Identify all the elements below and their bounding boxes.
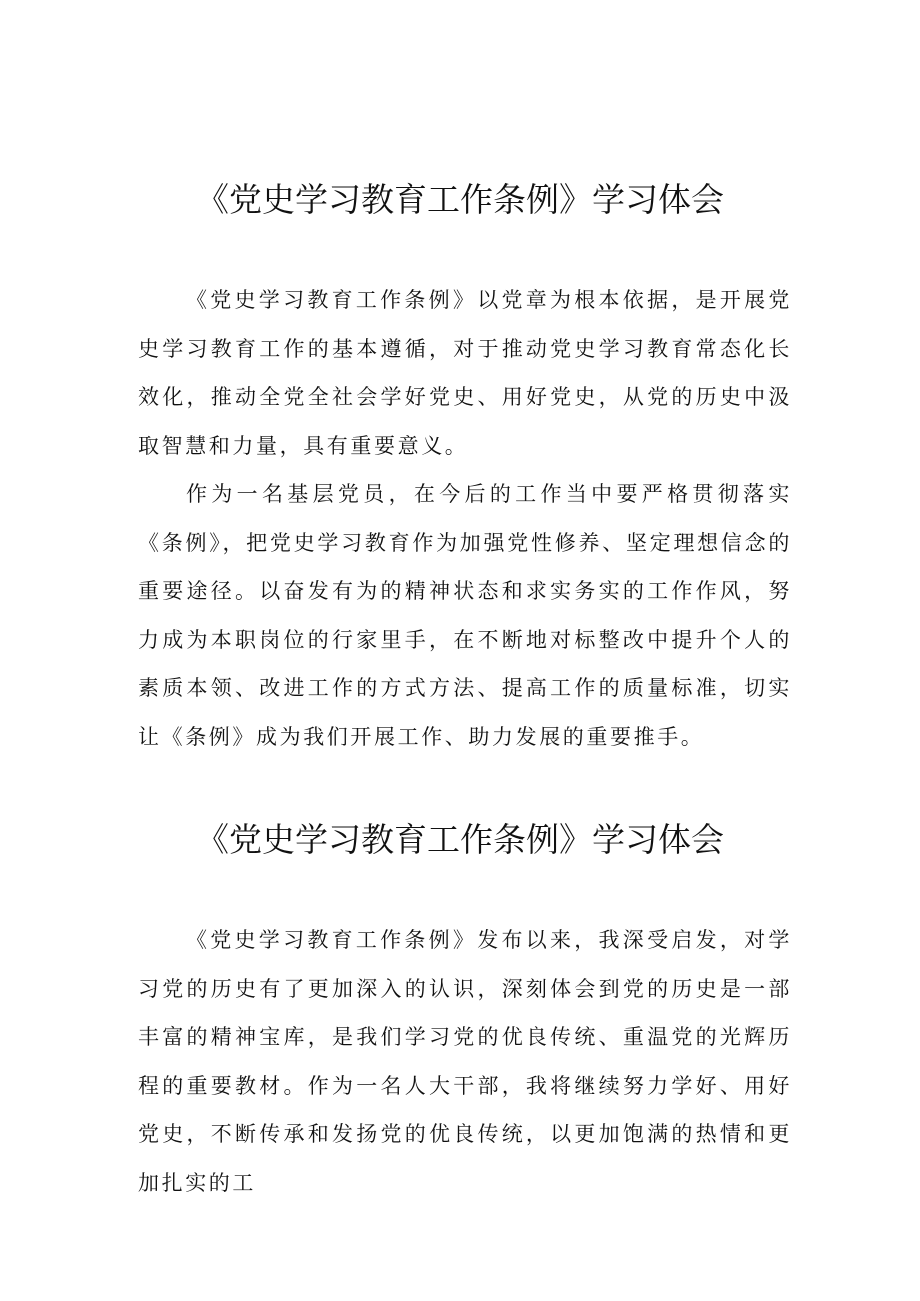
section-2-title: 《党史学习教育工作条例》学习体会 (196, 820, 724, 859)
section-1-body (138, 276, 792, 761)
section-1-paragraph-1: 《党史学习教育工作条例》以党章为根本依据，是开展党史学习教育工作的基本遵循，对于推动党史学习教育常态化长效化，推动全党全社会学好党史、用好党史，从党的历史中汲取智慧和力量，具有重要意义。 (138, 288, 792, 458)
section-2-paragraph-1: 《党史学习教育工作条例》发布以来，我深受启发，对学习党的历史有了更加深入的认识，深刻体会到党的历史是一部丰富的精神宝库，是我们学习党的优良传统、重温党的光辉历程的重要教材。作为一名人大干部，我将继续努力学好、用好党史，不断传承和发扬党的优良传统，以更加饱满的热情和更加扎实的工 (138, 928, 792, 1195)
section-1-paragraph-2: 作为一名基层党员，在今后的工作当中要严格贯彻落实《条例》，把党史学习教育作为加强党性修养、坚定理想信念的重要途径。以奋发有为的精神状态和求实务实的工作作风，努力成为本职岗位的行家里手，在不断地对标整改中提升个人的素质本领、改进工作的方式方法、提高工作的质量标准，切实让《条例》成为我们开展工作、助力发展的重要推手。 (138, 482, 792, 749)
section-1-title: 《党史学习教育工作条例》学习体会 (196, 180, 724, 219)
section-2-body (138, 916, 792, 1207)
